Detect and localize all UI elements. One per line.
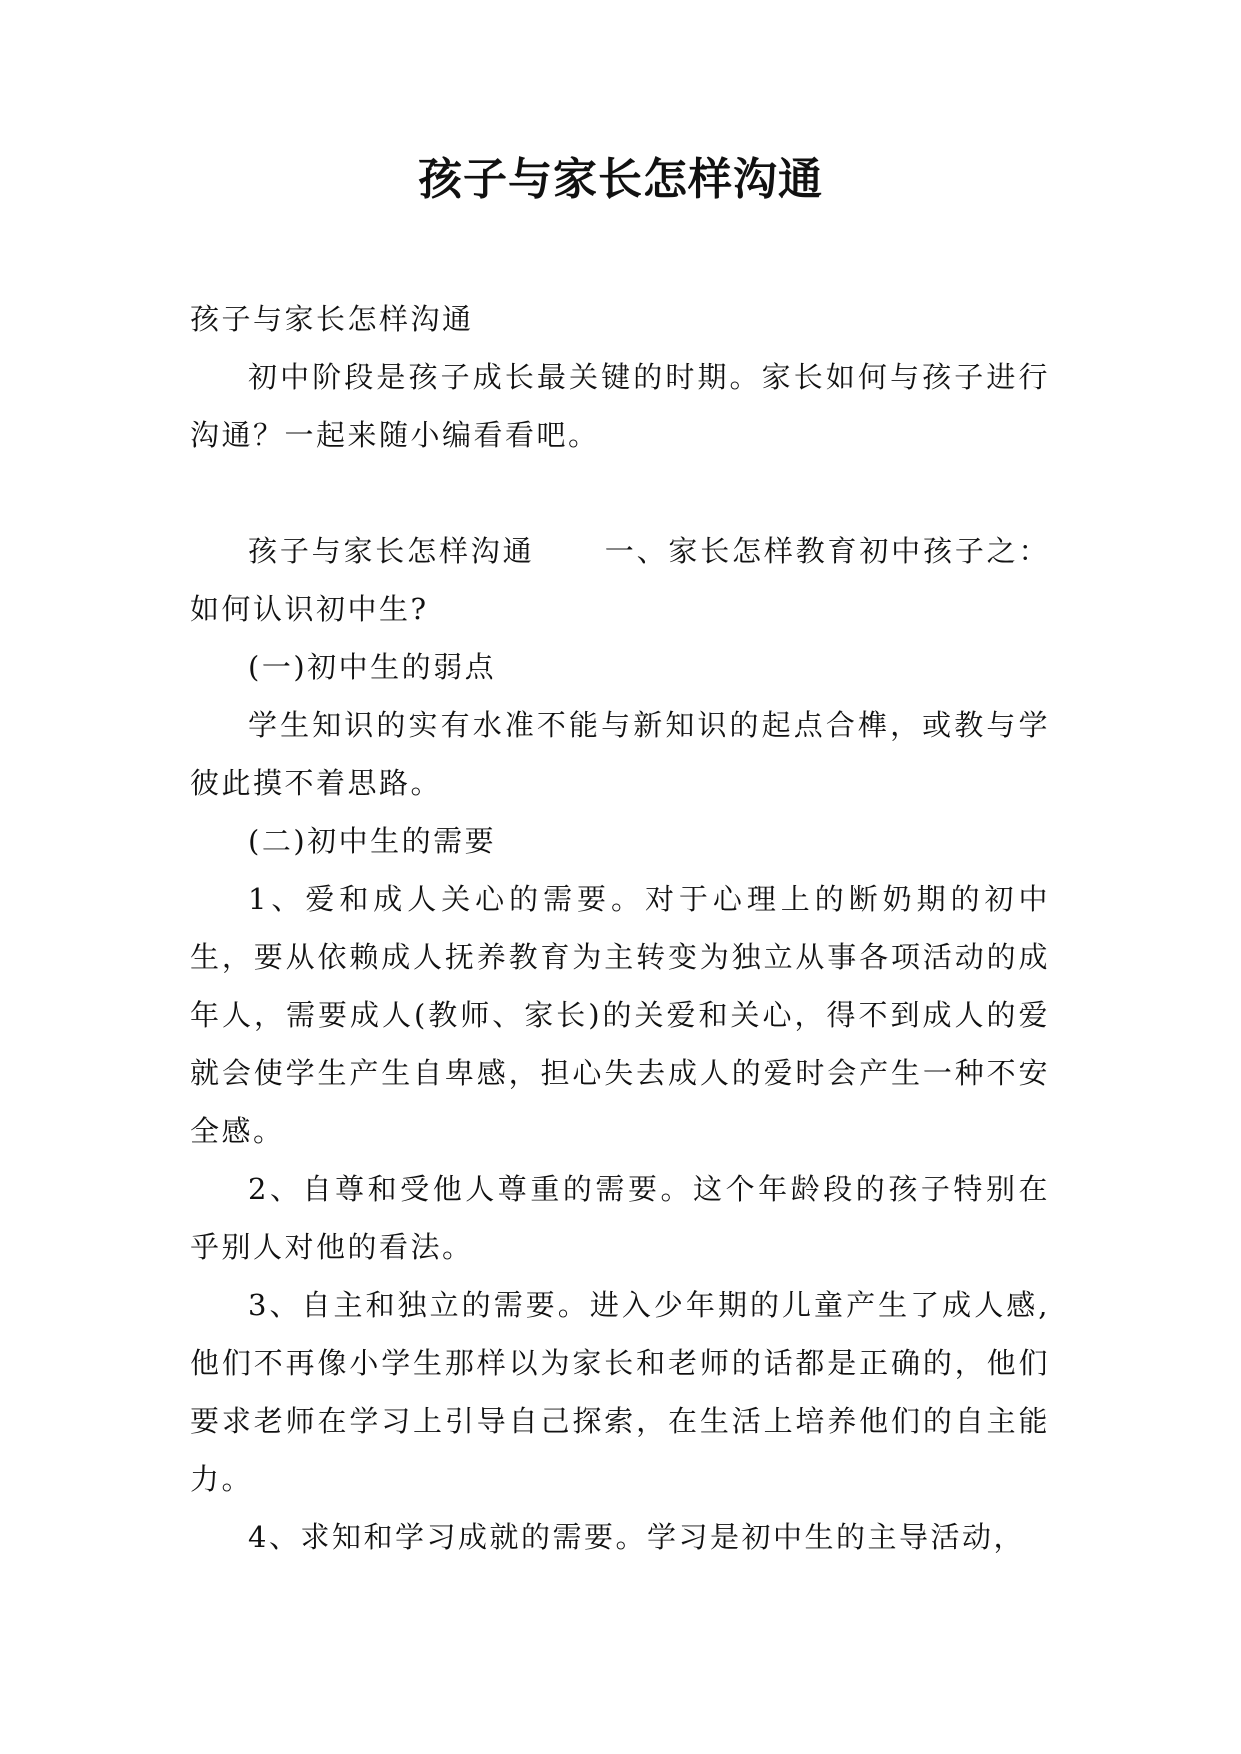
section-heading-right: 一、家长怎样教育初中孩子之：如何认识初中生? xyxy=(190,534,1050,626)
paragraph-spacer xyxy=(190,464,1050,522)
sub1-heading: (一)初中生的弱点 xyxy=(248,650,497,684)
item-4-paragraph: 4、求知和学习成就的需要。学习是初中生的主导活动， xyxy=(248,1520,1025,1554)
section-heading-left: 孩子与家长怎样沟通 xyxy=(248,534,535,568)
document-subtitle: 孩子与家长怎样沟通 xyxy=(190,302,474,336)
document-body xyxy=(190,290,1050,1566)
document-title: 孩子与家长怎样沟通 xyxy=(418,154,823,205)
item-1-paragraph: 1、爱和成人关心的需要。对于心理上的断奶期的初中生，要从依赖成人抚养教育为主转变为独立从事各项活动的成年人，需要成人(教师、家长)的关爱和关心，得不到成人的爱就会使学生产生自卑感，担心失去成人的爱时会产生一种不安全感。 xyxy=(190,882,1050,1148)
intro-paragraph: 初中阶段是孩子成长最关键的时期。家长如何与孩子进行沟通？一起来随小编看看吧。 xyxy=(190,360,1050,452)
section-heading-paragraph xyxy=(190,522,1050,638)
sub1-paragraph: 学生知识的实有水准不能与新知识的起点合榫，或教与学彼此摸不着思路。 xyxy=(190,708,1050,800)
item-2-paragraph: 2、自尊和受他人尊重的需要。这个年龄段的孩子特别在乎别人对他的看法。 xyxy=(190,1172,1050,1264)
item-3-paragraph: 3、自主和独立的需要。进入少年期的儿童产生了成人感,他们不再像小学生那样以为家长和老师的话都是正确的，他们要求老师在学习上引导自己探索，在生活上培养他们的自主能力。 xyxy=(190,1288,1050,1496)
sub2-heading: (二)初中生的需要 xyxy=(248,824,497,858)
